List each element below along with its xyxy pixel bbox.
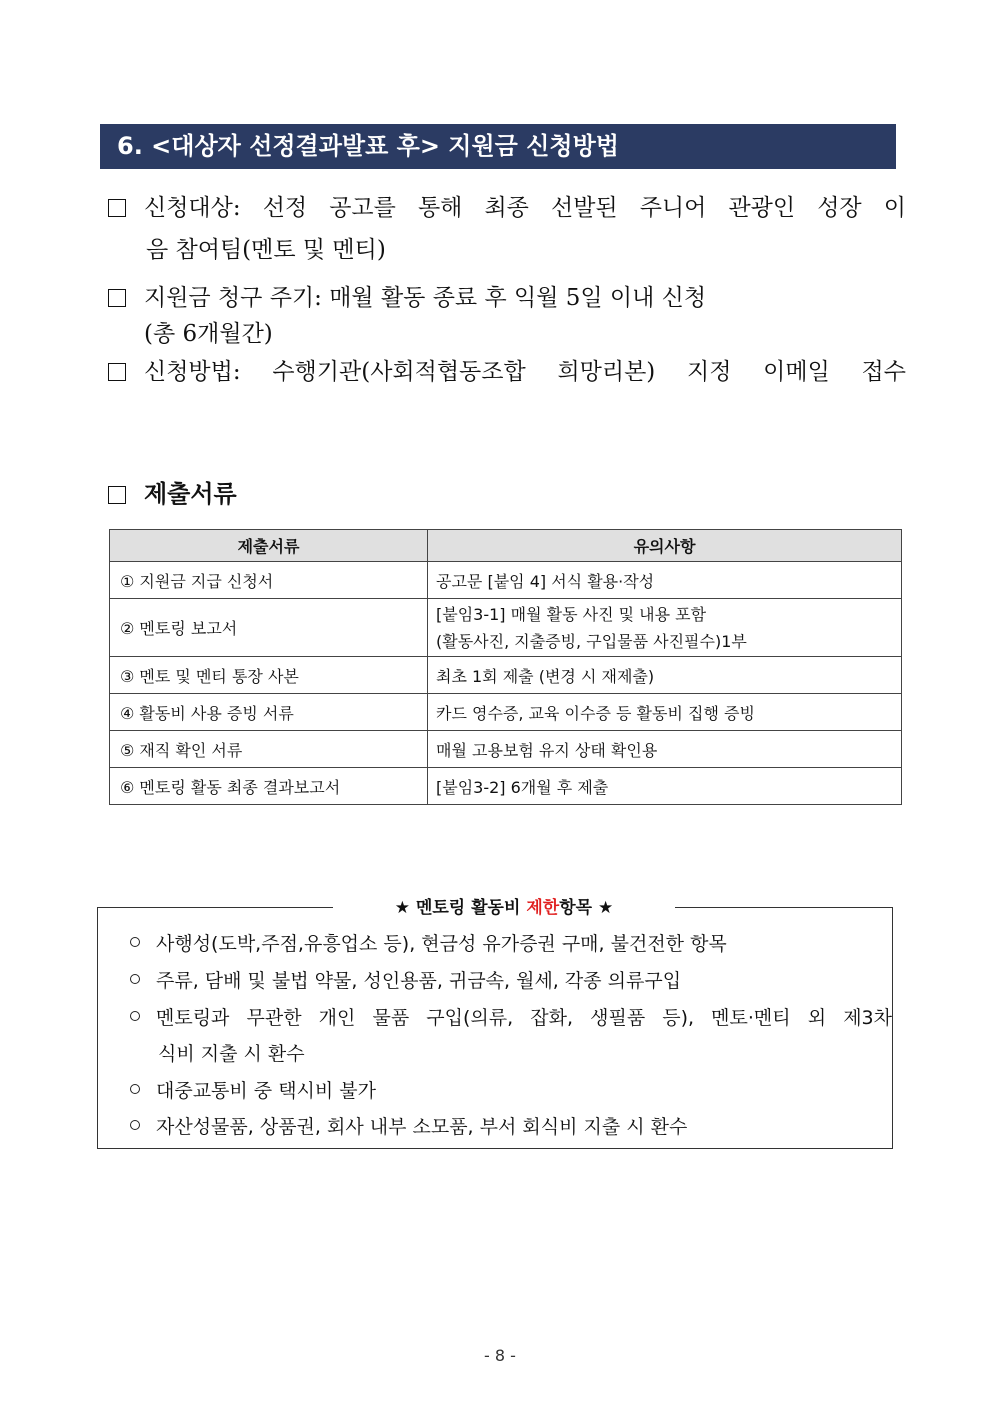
target-word: 성장: [817, 195, 862, 221]
restriction-word: 멘토링과: [130, 1004, 229, 1032]
restriction-word: 생필품: [590, 1007, 646, 1029]
section-title: 6. <대상자 선정결과발표 후> 지원금 신청방법: [100, 124, 896, 169]
docs-heading: 제출서류: [108, 478, 237, 510]
restriction-title-prefix: ★ 멘토링 활동비: [394, 898, 527, 918]
cycle-line-cont: (총 6개월간): [144, 321, 273, 347]
page-number: - 8 -: [484, 1346, 516, 1365]
checkbox-square-icon: [108, 486, 126, 504]
note-cell: [428, 599, 902, 657]
restriction-word: 등),: [662, 1007, 695, 1029]
restriction-word: 외: [807, 1007, 827, 1029]
target-word: 선정: [262, 195, 308, 221]
method-word: 수행기관(사회적협동조합: [272, 359, 526, 385]
doc-cell: ② 멘토링 보고서: [110, 599, 428, 657]
restriction-title-highlight: 제한: [526, 898, 560, 918]
doc-cell: ① 지원금 지급 신청서: [110, 562, 428, 599]
note-cell: 최초 1회 제출 (변경 시 재제출): [428, 657, 902, 694]
circle-bullet-icon: [130, 1084, 140, 1094]
checkbox-square-icon: [108, 363, 126, 381]
target-word: 통해: [417, 195, 463, 221]
table-header-row: [110, 530, 902, 562]
doc-cell: ⑤ 재직 확인 서류: [110, 731, 428, 768]
column-header-doc: 제출서류: [110, 530, 428, 562]
note-cell: 카드 영수증, 교육 이수증 등 활동비 집행 증빙: [428, 694, 902, 731]
table-row: [110, 599, 902, 657]
target-word: 최종: [484, 195, 529, 221]
restriction-item: 자산성물품, 상품권, 회사 내부 소모품, 부서 회식비 지출 시 환수: [130, 1113, 687, 1141]
restriction-word: 물품: [372, 1007, 410, 1029]
doc-cell: ③ 멘토 및 멘티 통장 사본: [110, 657, 428, 694]
table-row: [110, 562, 902, 599]
target-word: 이: [883, 195, 906, 221]
table-row: [110, 768, 902, 805]
note-cell: [붙임3-2] 6개월 후 제출: [428, 768, 902, 805]
circle-bullet-icon: [130, 974, 140, 984]
note-cell: 매월 고용보험 유지 상태 확인용: [428, 731, 902, 768]
restriction-item: [130, 1004, 892, 1032]
restriction-word: 잡화,: [530, 1007, 574, 1029]
note-line: [붙임3-1] 매월 활동 사진 및 내용 포함: [436, 604, 707, 624]
doc-cell: ④ 활동비 사용 증빙 서류: [110, 694, 428, 731]
restriction-word: 구입(의류,: [426, 1007, 514, 1029]
docs-table: [109, 529, 902, 805]
note-cell: 공고문 [붙임 4] 서식 활용·작성: [428, 562, 902, 599]
restriction-item-cont: 식비 지출 시 환수: [158, 1043, 305, 1065]
table-row: [110, 657, 902, 694]
checkbox-square-icon: [108, 289, 126, 307]
restriction-title: [333, 895, 675, 921]
note-line: (활동사진, 지출증빙, 구입물품 사진필수)1부: [436, 631, 747, 651]
restriction-item: 대중교통비 중 택시비 불가: [130, 1077, 376, 1105]
target-word: 관광인: [728, 195, 796, 221]
restriction-item: 사행성(도박,주점,유흥업소 등), 현금성 유가증권 구매, 불건전한 항목: [130, 930, 727, 958]
method-line: [108, 356, 906, 388]
target-word: 선발된: [550, 195, 618, 221]
circle-bullet-icon: [130, 1120, 140, 1130]
target-line: [108, 192, 906, 224]
cycle-line: 지원금 청구 주기: 매월 활동 종료 후 익월 5일 이내 신청: [108, 282, 706, 314]
method-word: 이메일: [763, 359, 830, 385]
circle-bullet-icon: [130, 937, 140, 947]
restriction-word: 제3차: [843, 1007, 892, 1029]
table-row: [110, 694, 902, 731]
doc-cell: ⑥ 멘토링 활동 최종 결과보고서: [110, 768, 428, 805]
restriction-word: 멘토·멘티: [711, 1007, 791, 1029]
method-word: 접수: [861, 359, 906, 385]
restriction-word: 개인: [318, 1007, 356, 1029]
restriction-item: 주류, 담배 및 불법 약물, 성인용품, 귀금속, 월세, 각종 의류구입: [130, 967, 681, 995]
method-word: 희망리본): [557, 359, 656, 385]
target-word: 공고를: [329, 195, 396, 221]
target-word-1: 신청대상:: [108, 192, 241, 224]
method-word: 지정: [687, 359, 732, 385]
method-word-1: 신청방법:: [108, 356, 241, 388]
target-line-cont: 음 참여팀(멘토 및 멘티): [146, 237, 386, 263]
target-word: 주니어: [639, 195, 707, 221]
restriction-word: 무관한: [246, 1007, 302, 1029]
table-row: [110, 731, 902, 768]
column-header-note: 유의사항: [428, 530, 902, 562]
restriction-title-suffix: 항목 ★: [559, 898, 614, 918]
circle-bullet-icon: [130, 1011, 140, 1021]
checkbox-square-icon: [108, 199, 126, 217]
